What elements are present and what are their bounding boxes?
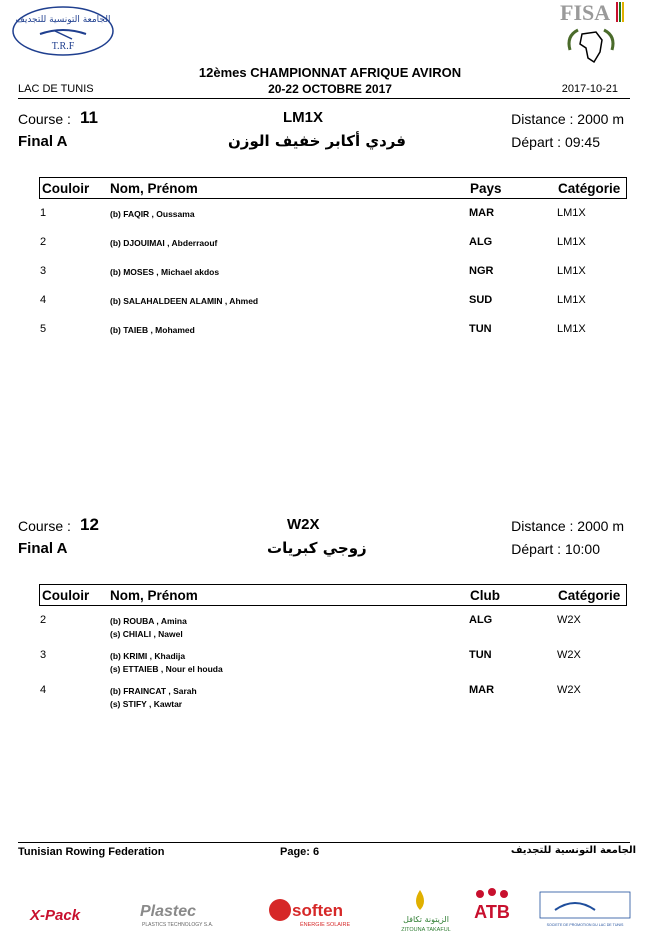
report-date: 2017-10-21 bbox=[561, 83, 618, 95]
sponsor-atb-name: ATB bbox=[474, 902, 510, 922]
col-category: Catégorie bbox=[558, 181, 621, 196]
lane: 3 bbox=[40, 265, 47, 277]
country: ALG bbox=[469, 236, 493, 248]
sponsor-soften-name: soften bbox=[292, 901, 343, 920]
athlete-name: (b) MOSES , Michael akdos bbox=[110, 267, 220, 277]
category: LM1X bbox=[557, 265, 586, 277]
trf-logo-arabic: الجامعة التونسية للتجديف bbox=[15, 15, 111, 25]
championship-dates: 20-22 OCTOBRE 2017 bbox=[268, 82, 392, 96]
distance: Distance : 2000 m bbox=[511, 518, 624, 534]
course-number: 12 bbox=[80, 515, 99, 534]
lane: 5 bbox=[40, 323, 47, 335]
athlete-name: (b) FRAINCAT , Sarah bbox=[110, 686, 197, 696]
category: W2X bbox=[557, 649, 581, 661]
category: LM1X bbox=[557, 294, 586, 306]
sponsor-zitouna-logo bbox=[401, 890, 451, 933]
sponsor-plastec-name: Plastec bbox=[140, 903, 197, 920]
depart-time: Départ : 09:45 bbox=[511, 134, 600, 150]
sponsor-splt-name: SOCIETE DE PROMOTION DU LAC DE TUNIS bbox=[546, 923, 624, 927]
sponsor-bar bbox=[0, 880, 660, 940]
category: W2X bbox=[557, 684, 581, 696]
athlete-name: (s) CHIALI , Nawel bbox=[110, 629, 183, 639]
col-name: Nom, Prénom bbox=[110, 181, 198, 196]
category: LM1X bbox=[557, 207, 586, 219]
footer-divider bbox=[18, 842, 630, 843]
athlete-name: (b) TAIEB , Mohamed bbox=[110, 325, 195, 335]
sponsor-soften-logo bbox=[269, 899, 350, 928]
table-header bbox=[39, 584, 627, 606]
phase: Final A bbox=[18, 133, 68, 150]
lane: 4 bbox=[40, 294, 47, 306]
category: W2X bbox=[557, 614, 581, 626]
trf-logo-abbr: T.R.F bbox=[51, 41, 75, 52]
country: TUN bbox=[469, 323, 492, 335]
athlete-name: (s) ETTAIEB , Nour el houda bbox=[110, 664, 223, 674]
header-divider bbox=[18, 98, 630, 99]
table-header bbox=[39, 177, 627, 199]
distance: Distance : 2000 m bbox=[511, 111, 624, 127]
col-category: Catégorie bbox=[558, 588, 621, 603]
sponsor-plastec-sub: PLASTICS TECHNOLOGY S.A. bbox=[142, 922, 214, 928]
col-lane: Couloir bbox=[42, 181, 90, 196]
course-label: Course : bbox=[18, 111, 71, 127]
country: ALG bbox=[469, 614, 493, 626]
venue: LAC DE TUNIS bbox=[18, 83, 94, 95]
course-number: 11 bbox=[80, 108, 98, 127]
athlete-name: (b) KRIMI , Khadija bbox=[110, 651, 186, 661]
footer-page: Page: 6 bbox=[280, 846, 320, 858]
event-code: W2X bbox=[287, 516, 320, 533]
sponsor-atb-logo bbox=[474, 888, 510, 922]
event-arabic: فردي أكابر خفيف الوزن bbox=[228, 132, 406, 150]
footer-federation-arabic: الجامعة التونسية للتجديف bbox=[510, 845, 636, 856]
col-club: Club bbox=[470, 588, 500, 603]
athlete-name: (b) FAQIR , Oussama bbox=[110, 209, 195, 219]
country: TUN bbox=[469, 649, 492, 661]
footer-federation: Tunisian Rowing Federation bbox=[18, 846, 165, 858]
sponsor-plastec-logo bbox=[140, 903, 213, 928]
sponsor-soften-sub: ÉNERGIE SOLAIRE bbox=[300, 922, 351, 928]
course-label: Course : bbox=[18, 518, 71, 534]
country: MAR bbox=[469, 207, 495, 219]
col-name: Nom, Prénom bbox=[110, 588, 198, 603]
country: MAR bbox=[469, 684, 495, 696]
country: NGR bbox=[469, 265, 494, 277]
sponsor-zitouna-sub: ZITOUNA TAKAFUL bbox=[401, 927, 451, 933]
event-code: LM1X bbox=[283, 109, 324, 126]
trf-logo bbox=[10, 4, 116, 56]
category: LM1X bbox=[557, 323, 586, 335]
athlete-name: (b) DJOUIMAI , Abderraouf bbox=[110, 238, 218, 248]
col-country: Pays bbox=[470, 181, 502, 196]
event-arabic: زوجي كبريات bbox=[267, 539, 367, 557]
lane: 4 bbox=[40, 684, 47, 696]
lane: 1 bbox=[40, 207, 47, 219]
sponsor-xpack-name: X-Pack bbox=[30, 907, 81, 924]
lane: 2 bbox=[40, 236, 47, 248]
athlete-name: (s) STIFY , Kawtar bbox=[110, 699, 183, 709]
phase: Final A bbox=[18, 540, 68, 557]
sponsor-splt-logo bbox=[540, 892, 630, 927]
country: SUD bbox=[469, 294, 493, 306]
category: LM1X bbox=[557, 236, 586, 248]
sponsor-xpack-logo bbox=[29, 907, 81, 924]
lane: 3 bbox=[40, 649, 47, 661]
lane: 2 bbox=[40, 614, 47, 626]
athlete-name: (b) SALAHALDEEN ALAMIN , Ahmed bbox=[110, 296, 259, 306]
championship-title: 12èmes CHAMPIONNAT AFRIQUE AVIRON bbox=[198, 65, 462, 80]
fisa-logo-text: FISA bbox=[560, 0, 611, 25]
depart-time: Départ : 10:00 bbox=[511, 541, 600, 557]
athlete-name: (b) ROUBA , Amina bbox=[110, 616, 187, 626]
col-lane: Couloir bbox=[42, 588, 90, 603]
sponsor-zitouna-name: الزيتونة تكافل bbox=[403, 915, 449, 924]
